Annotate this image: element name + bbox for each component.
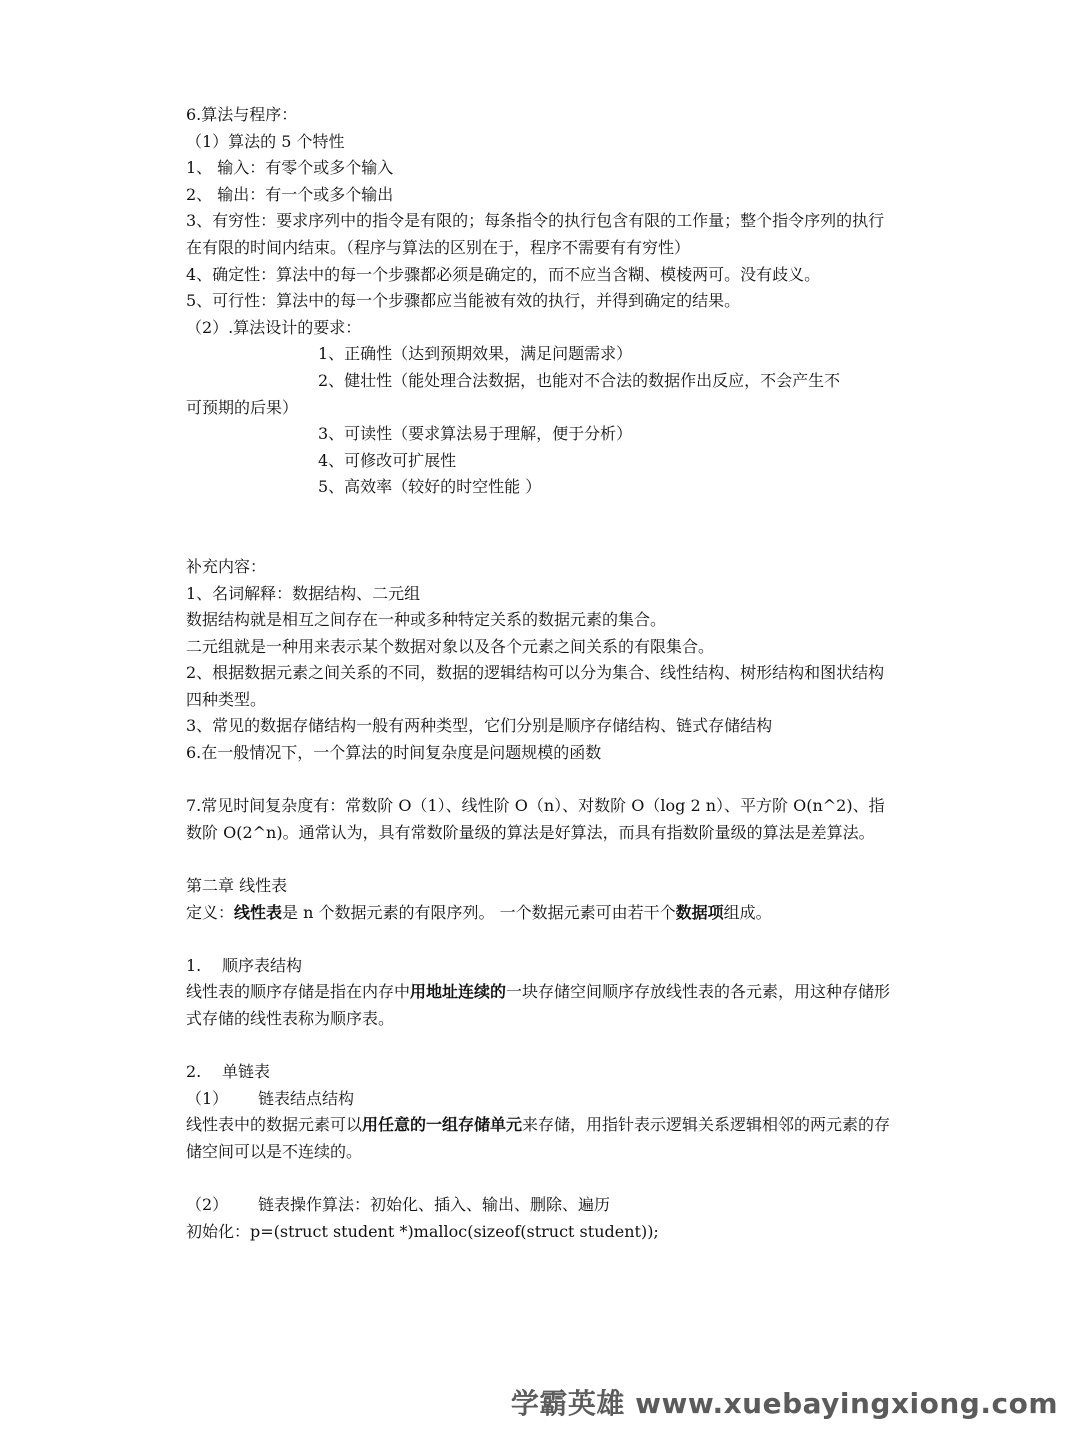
linked-list-paragraph bbox=[186, 1112, 898, 1165]
subsection-title: （2）.算法设计的要求： bbox=[186, 317, 362, 337]
spacer bbox=[186, 926, 898, 953]
definition-suffix: 组成。 bbox=[723, 902, 772, 922]
section-title: 6.算法与程序： bbox=[186, 105, 298, 124]
feature-item: 1、 输入：有零个或多个输入 bbox=[186, 158, 394, 178]
complexity-paragraph: 7.常见时间复杂度有：常数阶 O（1）、线性阶 O（n）、对数阶 O（log 2 n）、平方阶 O(n^2)、指数阶 O(2^n)。通常认为，具有常数阶量级的算法是好算法，而具有指数阶量级的算法是差算法。 bbox=[186, 796, 885, 842]
emphasis-text: 用地址连续的 bbox=[410, 982, 507, 1002]
subsection-number: （2） bbox=[186, 1195, 229, 1215]
definition-prefix: 定义： bbox=[186, 902, 235, 922]
paragraph-text: 来存储，用指针表示逻辑关系逻辑相邻的两元素的存储空间可以是不连续的。 bbox=[186, 1115, 891, 1161]
feature-item: 5、可行性：算法中的每一个步骤都应当能被有效的执行，并得到确定的结果。 bbox=[186, 291, 741, 311]
requirement-item: 1、正确性（达到预期效果，满足问题需求） bbox=[318, 344, 633, 364]
section-number: 2. bbox=[186, 1062, 202, 1082]
subsection-number: （1） bbox=[186, 1088, 229, 1108]
sequential-list-paragraph bbox=[186, 979, 898, 1032]
subsection-heading bbox=[186, 1086, 898, 1113]
supplement-item: 1、名词解释：数据结构、二元组 bbox=[186, 583, 421, 603]
supplement-item: 二元组就是一种用来表示某个数据对象以及各个元素之间关系的有限集合。 bbox=[186, 636, 715, 656]
subsection-heading-text: 链表结点结构 bbox=[258, 1088, 355, 1108]
term-data-item: 数据项 bbox=[675, 902, 724, 922]
requirement-item: 4、可修改可扩展性 bbox=[318, 450, 457, 470]
code-line: 初始化：p=(struct student *)malloc(sizeof(struct student)); bbox=[186, 1221, 659, 1241]
section-heading bbox=[186, 1059, 898, 1086]
subsection-heading-text: 链表操作算法：初始化、插入、输出、删除、遍历 bbox=[258, 1195, 611, 1215]
requirement-item: 5、高效率（较好的时空性能 ） bbox=[318, 477, 542, 497]
chapter-title: 第二章 线性表 bbox=[186, 876, 288, 896]
section-heading-text: 顺序表结构 bbox=[222, 955, 303, 975]
definition-text: 是 n 个数据元素的有限序列。 一个数据元素可由若干个 bbox=[282, 902, 676, 922]
document-body bbox=[186, 102, 898, 1245]
spacer bbox=[186, 501, 898, 554]
spacer bbox=[186, 846, 898, 873]
section-number: 1. bbox=[186, 955, 202, 975]
term-linear-list: 线性表 bbox=[234, 902, 283, 922]
feature-item: 4、确定性：算法中的每一个步骤都必须是确定的，而不应当含糊、模棱两可。没有歧义。 bbox=[186, 264, 821, 284]
feature-item: 3、有穷性：要求序列中的指令是有限的；每条指令的执行包含有限的工作量；整个指令序列的执行在有限的时间内结束。（程序与算法的区别在于，程序不需要有有穷性） bbox=[186, 211, 885, 257]
supplement-title: 补充内容： bbox=[186, 556, 267, 576]
supplement-item: 6.在一般情况下，一个算法的时间复杂度是问题规模的函数 bbox=[186, 743, 602, 763]
spacer bbox=[186, 1166, 898, 1193]
paragraph-text: 线性表中的数据元素可以 bbox=[186, 1115, 363, 1135]
section-heading-text: 单链表 bbox=[222, 1062, 271, 1082]
paragraph-text: 线性表的顺序存储是指在内存中 bbox=[186, 982, 411, 1002]
subsection-heading bbox=[186, 1192, 898, 1219]
definition-line bbox=[186, 900, 898, 927]
requirement-item: 2、健壮性（能处理合法数据，也能对不合法的数据作出反应，不会产生不 bbox=[318, 370, 841, 390]
supplement-item: 2、根据数据元素之间关系的不同，数据的逻辑结构可以分为集合、线性结构、树形结构和图状结构四种类型。 bbox=[186, 663, 885, 709]
supplement-item: 3、常见的数据存储结构一般有两种类型，它们分别是顺序存储结构、链式存储结构 bbox=[186, 716, 773, 736]
emphasis-text: 用任意的一组存储单元 bbox=[362, 1115, 523, 1135]
feature-item: 2、 输出：有一个或多个输出 bbox=[186, 184, 394, 204]
watermark: 学霸英雄 www.xuebayingxiong.com bbox=[510, 1387, 1058, 1420]
spacer bbox=[186, 767, 898, 794]
requirement-item-continuation: 可预期的后果） bbox=[186, 397, 299, 417]
requirement-item: 3、可读性（要求算法易于理解，便于分析） bbox=[318, 424, 633, 444]
spacer bbox=[186, 1033, 898, 1060]
supplement-item: 数据结构就是相互之间存在一种或多种特定关系的数据元素的集合。 bbox=[186, 610, 667, 630]
subsection-title: （1）算法的 5 个特性 bbox=[186, 131, 345, 151]
paragraph-text: 一块存储空间顺序存放线性表的各元素，用这种存储形式存储的线性表称为顺序表。 bbox=[186, 982, 891, 1028]
section-heading bbox=[186, 953, 898, 980]
